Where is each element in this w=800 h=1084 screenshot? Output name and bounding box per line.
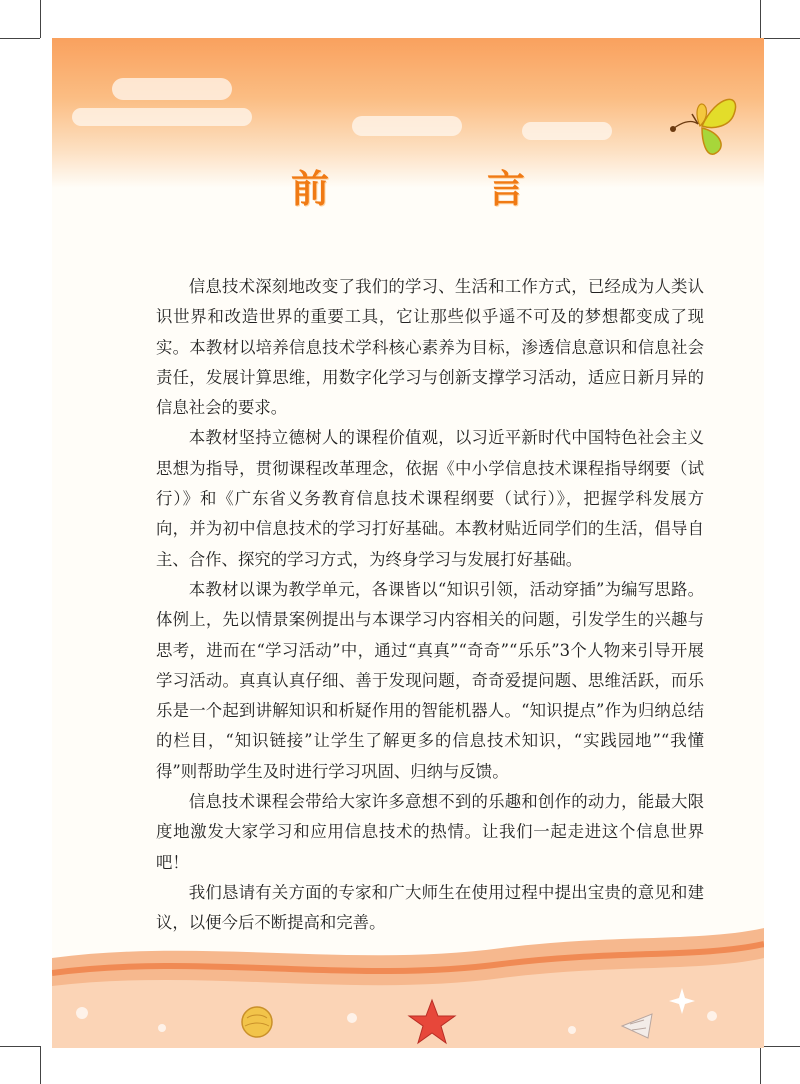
crop-mark <box>0 1046 40 1047</box>
seashell-icon <box>242 1007 272 1037</box>
crop-mark <box>760 1046 761 1084</box>
crop-mark <box>760 0 761 38</box>
crop-mark <box>760 38 800 39</box>
crop-mark <box>0 38 40 39</box>
cloud-shape <box>522 122 612 140</box>
page-title: 前 言 <box>290 167 585 211</box>
cloud-shape <box>72 108 252 126</box>
cloud-shape <box>352 116 462 136</box>
paragraph: 信息技术深刻地改变了我们的学习、生活和工作方式，已经成为人类认识世界和改造世界的重要工具，它让那些似乎遥不可及的梦想都变成了现实。本教材以培养信息技术学科核心素养为目标，渗透信息意识和信息社会责任，发展计算思维，用数字化学习与创新支撑学习活动，适应日新月异的信息社会的要求。 <box>156 277 704 418</box>
crop-mark <box>40 1046 41 1084</box>
paragraph: 本教材坚持立德树人的课程价值观，以习近平新时代中国特色社会主义思想为指导，贯彻课程改革理念，依据《中小学信息技术课程指导纲要（试行）》和《广东省义务教育信息技术课程纲要（试行）》，把握学科发展方向，并为初中信息技术的学习打好基础。本教材贴近同学们的生活，倡导自主、合作、探究的学习方式，为终身学习与发展打好基础。 <box>156 428 704 569</box>
cloud-shape <box>112 78 232 100</box>
preface-body <box>156 272 704 939</box>
crop-mark <box>40 0 41 38</box>
paragraph: 本教材以课为教学单元，各课皆以“知识引领，活动穿插”为编写思路。体例上，先以情景案例提出与本课学习内容相关的问题，引发学生的兴趣与思考，进而在“学习活动”中，通过“真真”“奇奇”“乐乐”3个人物来引导开展学习活动。真真认真仔细、善于发现问题，奇奇爱提问题、思维活跃，而乐乐是一个起到讲解知识和析疑作用的智能机器人。“知识提点”作为归纳总结的栏目，“知识链接”让学生了解更多的信息技术知识，“实践园地”“我懂得”则帮助学生及时进行学习巩固、归纳与反馈。 <box>156 579 704 781</box>
paragraph: 我们恳请有关方面的专家和广大师生在使用过程中提出宝贵的意见和建议，以便今后不断提高和完善。 <box>156 882 704 933</box>
paragraph: 信息技术课程会带给大家许多意想不到的乐趣和创作的动力，能最大限度地激发大家学习和应用信息技术的热情。让我们一起走进这个信息世界吧！ <box>156 792 704 872</box>
beach-footer-decoration <box>52 918 764 1048</box>
crop-mark <box>760 1046 800 1047</box>
preface-page <box>52 38 764 1048</box>
butterfly-icon <box>662 84 742 164</box>
